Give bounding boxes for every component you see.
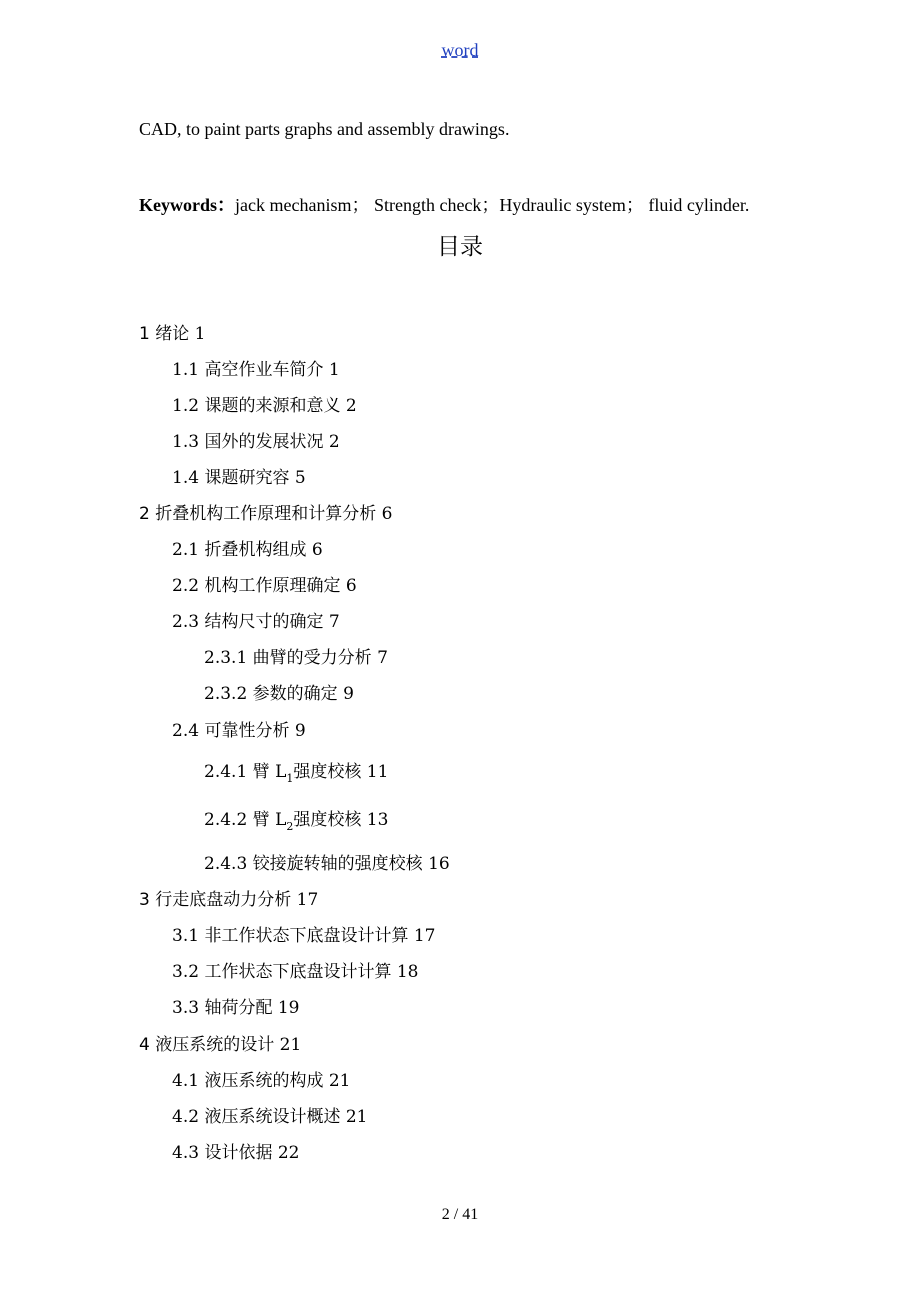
toc-entry-text: 2.2 机构工作原理确定 — [172, 576, 341, 596]
toc-entry — [172, 396, 357, 416]
toc-entry-text: 2.3 结构尺寸的确定 — [172, 612, 324, 632]
toc-entry-page: 2 — [345, 396, 357, 416]
toc-entry-page: 16 — [428, 854, 450, 874]
keywords-text: jack mechanism； Strength check；Hydraulic system； fluid cylinder. — [235, 195, 750, 215]
toc-entry-text: 4.2 液压系统设计概述 — [172, 1107, 341, 1127]
toc-entry-page: 5 — [294, 468, 306, 488]
toc-entry-page: 7 — [377, 648, 388, 668]
toc-entry — [172, 1143, 300, 1163]
toc-entry-text: 4.3 设计依据 — [172, 1143, 273, 1163]
toc-entry-text: 2.1 折叠机构组成 — [172, 540, 307, 560]
toc-title: 目录 — [437, 234, 483, 260]
toc-entry-page: 9 — [343, 684, 354, 704]
toc-entry-text: 1.4 课题研究容 — [172, 468, 290, 488]
toc-entry — [172, 540, 323, 560]
toc-entry-text: 2.3.2 参数的确定 — [204, 684, 338, 704]
toc-entry-page: 6 — [381, 504, 393, 524]
toc-entry-text: 2.3.1 曲臂的受力分析 — [204, 648, 372, 668]
toc-entry-page: 21 — [328, 1071, 351, 1091]
toc-entry-text: 1.2 课题的来源和意义 — [172, 396, 341, 416]
toc-entry-page: 22 — [277, 1143, 300, 1163]
toc-entry — [172, 1071, 351, 1091]
toc-entry-text: 3.3 轴荷分配 — [172, 998, 273, 1018]
toc-entry — [139, 1035, 301, 1055]
toc-entry-page: 1 — [194, 324, 206, 344]
toc-entry-page: 1 — [328, 360, 340, 380]
toc-entry-page: 9 — [294, 721, 306, 741]
toc-entry-subscript: 2 — [286, 820, 294, 833]
toc-entry — [204, 854, 450, 874]
toc-entry — [172, 962, 419, 982]
toc-entry-text: 3 行走底盘动力分析 — [139, 890, 292, 910]
page-number: 2 / 41 — [441, 1206, 479, 1223]
toc-entry-text: 2.4 可靠性分析 — [172, 721, 290, 741]
toc-entry-tail: 强度校核 — [293, 810, 362, 830]
toc-entry-page: 21 — [345, 1107, 368, 1127]
toc-entry — [172, 998, 300, 1018]
toc-entry — [172, 926, 436, 946]
toc-entry-page: 2 — [328, 432, 340, 452]
toc-entry-page: 7 — [328, 612, 340, 632]
toc-entry — [172, 468, 306, 488]
toc-entry-text: 4 液压系统的设计 — [139, 1035, 275, 1055]
toc-entry — [204, 810, 388, 837]
toc-entry-page: 19 — [277, 998, 300, 1018]
toc-entry — [204, 648, 388, 668]
toc-entry — [139, 504, 392, 524]
toc-entry-text: 2.4.2 臂 L — [204, 810, 287, 830]
toc-entry — [139, 890, 318, 910]
toc-entry-text: 1 绪论 — [139, 324, 190, 344]
toc-entry-page: 6 — [345, 576, 357, 596]
toc-entry — [172, 432, 340, 452]
toc-entry — [172, 1107, 368, 1127]
keywords-label: Keywords： — [139, 195, 235, 215]
toc-entry — [204, 762, 388, 789]
toc-entry-text: 4.1 液压系统的构成 — [172, 1071, 324, 1091]
toc-entry-page: 13 — [366, 810, 389, 830]
toc-entry-text: 1.1 高空作业车简介 — [172, 360, 324, 380]
toc-entry-page: 17 — [413, 926, 436, 946]
toc-entry-text: 1.3 国外的发展状况 — [172, 432, 324, 452]
abstract-tail-text: CAD, to paint parts graphs and assembly drawings. — [139, 119, 510, 139]
toc-entry-page: 17 — [296, 890, 319, 910]
toc-entry-subscript: 1 — [286, 772, 294, 785]
toc-entry — [172, 360, 340, 380]
toc-entry-text: 3.2 工作状态下底盘设计计算 — [172, 962, 392, 982]
toc-entry-text: 2 折叠机构工作原理和计算分析 — [139, 504, 377, 524]
toc-entry — [172, 612, 340, 632]
toc-entry — [204, 684, 354, 704]
keywords-line — [139, 191, 749, 217]
toc-entry-tail: 强度校核 — [293, 762, 362, 782]
toc-entry-page: 21 — [279, 1035, 302, 1055]
toc-entry — [139, 324, 205, 344]
header-word-link[interactable]: word — [441, 40, 479, 60]
toc-entry-text: 3.1 非工作状态下底盘设计计算 — [172, 926, 409, 946]
toc-entry-text: 2.4.3 铰接旋转轴的强度校核 — [204, 854, 423, 874]
toc-entry — [172, 721, 306, 741]
toc-entry — [172, 576, 357, 596]
toc-entry-page: 11 — [366, 762, 389, 782]
toc-entry-page: 18 — [396, 962, 419, 982]
toc-entry-text: 2.4.1 臂 L — [204, 762, 287, 782]
toc-entry-page: 6 — [311, 540, 323, 560]
